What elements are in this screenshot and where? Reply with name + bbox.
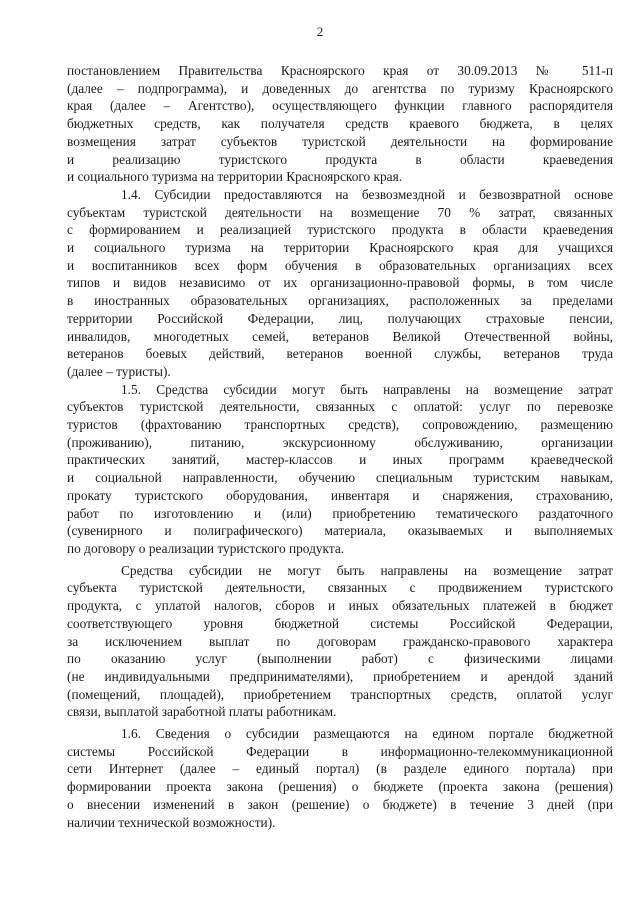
text-line: сети Интернет (далее – единый портал) (в разделе единого портала) при: [67, 761, 613, 777]
text-line: субъектов туристской деятельности, связанных с оплатой: услуг по перевозке: [67, 399, 613, 415]
paragraph-1-4: [67, 186, 613, 381]
text-line: о внесении изменений в закон (решение) о бюджете) в течение 3 дней (при: [67, 796, 613, 812]
text-line: связи, выплатой заработной платы работникам.: [67, 704, 337, 720]
text-line: 1.5. Средства субсидии могут быть направлены на возмещение затрат: [121, 381, 613, 397]
text-line: края (далее – Агентство), осуществляющего функции главного распорядителя: [67, 98, 613, 114]
text-line: Средства субсидии не могут быть направлены на возмещение затрат: [121, 562, 613, 578]
text-line: и социального туризма на территории Красноярского края для учащихся: [67, 240, 613, 256]
text-line: и социальной направленности, обучению специальным туристским навыкам,: [67, 470, 613, 486]
text-line: (не индивидуальными предпринимателями), приобретением и арендой зданий: [67, 668, 613, 684]
paragraph-1-5: [67, 381, 613, 558]
page-number: 2: [316, 24, 324, 39]
text-line: 1.6. Сведения о субсидии размещаются на едином портале бюджетной: [121, 726, 613, 742]
text-line: типов и видов независимо от их организационно-правовой формы, в том числе: [67, 275, 613, 291]
text-line: туристов (фрахтованию транспортных средств), сопровождению, размещению: [67, 417, 613, 433]
text-line: (далее – подпрограмма), и доведенных до агентства по туризму Красноярского: [67, 80, 613, 96]
text-line: по оказанию услуг (выполнении работ) с физическими лицами: [67, 651, 613, 667]
text-line: субъекта туристской деятельности, связанных с продвижением туристского: [67, 580, 613, 596]
text-line: и воспитанников всех форм обучения в образовательных организациях всех: [67, 257, 613, 273]
text-line: ветеранов боевых действий, ветеранов военной службы, ветеранов труда: [67, 346, 613, 362]
text-line: соответствующего уровня бюджетной системы Российской Федерации,: [67, 615, 613, 631]
text-line: системы Российской Федерации в информационно-телекоммуникационной: [67, 743, 613, 759]
text-line: и реализацию туристского продукта в области краеведения: [67, 151, 613, 167]
text-line: (далее – туристы).: [67, 363, 171, 379]
document-body: [67, 62, 613, 831]
text-line: прокату туристского оборудования, инвентаря и снаряжения, страхованию,: [67, 487, 613, 503]
text-line: территории Российской Федерации, лиц, получающих страховые пенсии,: [67, 310, 613, 326]
text-line: (сувенирного и полиграфического) материала, оказываемых и выполняемых: [67, 523, 613, 539]
paragraph-continuation: [67, 62, 613, 186]
text-line: с формированием и реализацией туристского продукта в области краеведения: [67, 222, 613, 238]
text-line: наличии технической возможности).: [67, 814, 276, 830]
paragraph-1-6: [67, 725, 613, 831]
text-line: 1.4. Субсидии предоставляются на безвозмездной и безвозвратной основе: [121, 186, 613, 202]
text-line: постановлением Правительства Красноярского края от 30.09.2013 № 511-п: [67, 63, 613, 78]
text-line: за исключением выплат по договорам гражданско-правового характера: [67, 633, 613, 649]
text-line: продукта, с уплатой налогов, сборов и иных обязательных платежей в бюджет: [67, 598, 613, 614]
text-line: в иностранных образовательных организациях, расположенных за пределами: [67, 293, 613, 309]
text-line: возмещения затрат субъектов туристской деятельности на формирование: [67, 133, 613, 149]
text-line: работ по изготовлению и (или) приобретению тематического раздаточного: [67, 505, 613, 521]
text-line: бюджетных средств, как получателя средств краевого бюджета, в целях: [67, 116, 613, 132]
text-line: практических занятий, мастер-классов и иных программ краеведческой: [67, 452, 613, 468]
text-line: (проживанию), питанию, экскурсионному обслуживанию, организации: [67, 434, 613, 450]
text-line: по договору о реализации туристского продукта.: [67, 540, 345, 556]
text-line: и социального туризма на территории Красноярского края.: [67, 169, 403, 185]
text-line: (помещений, площадей), приобретением транспортных средств, оплатой услуг: [67, 686, 613, 702]
text-line: субъектам туристской деятельности на возмещение 70 % затрат, связанных: [67, 204, 613, 220]
text-line: инвалидов, многодетных семей, ветеранов Великой Отечественной войны,: [67, 328, 613, 344]
paragraph-restrictions: [67, 562, 613, 721]
text-line: формировании проекта закона (решения) о бюджете (проекта закона (решения): [67, 779, 613, 795]
